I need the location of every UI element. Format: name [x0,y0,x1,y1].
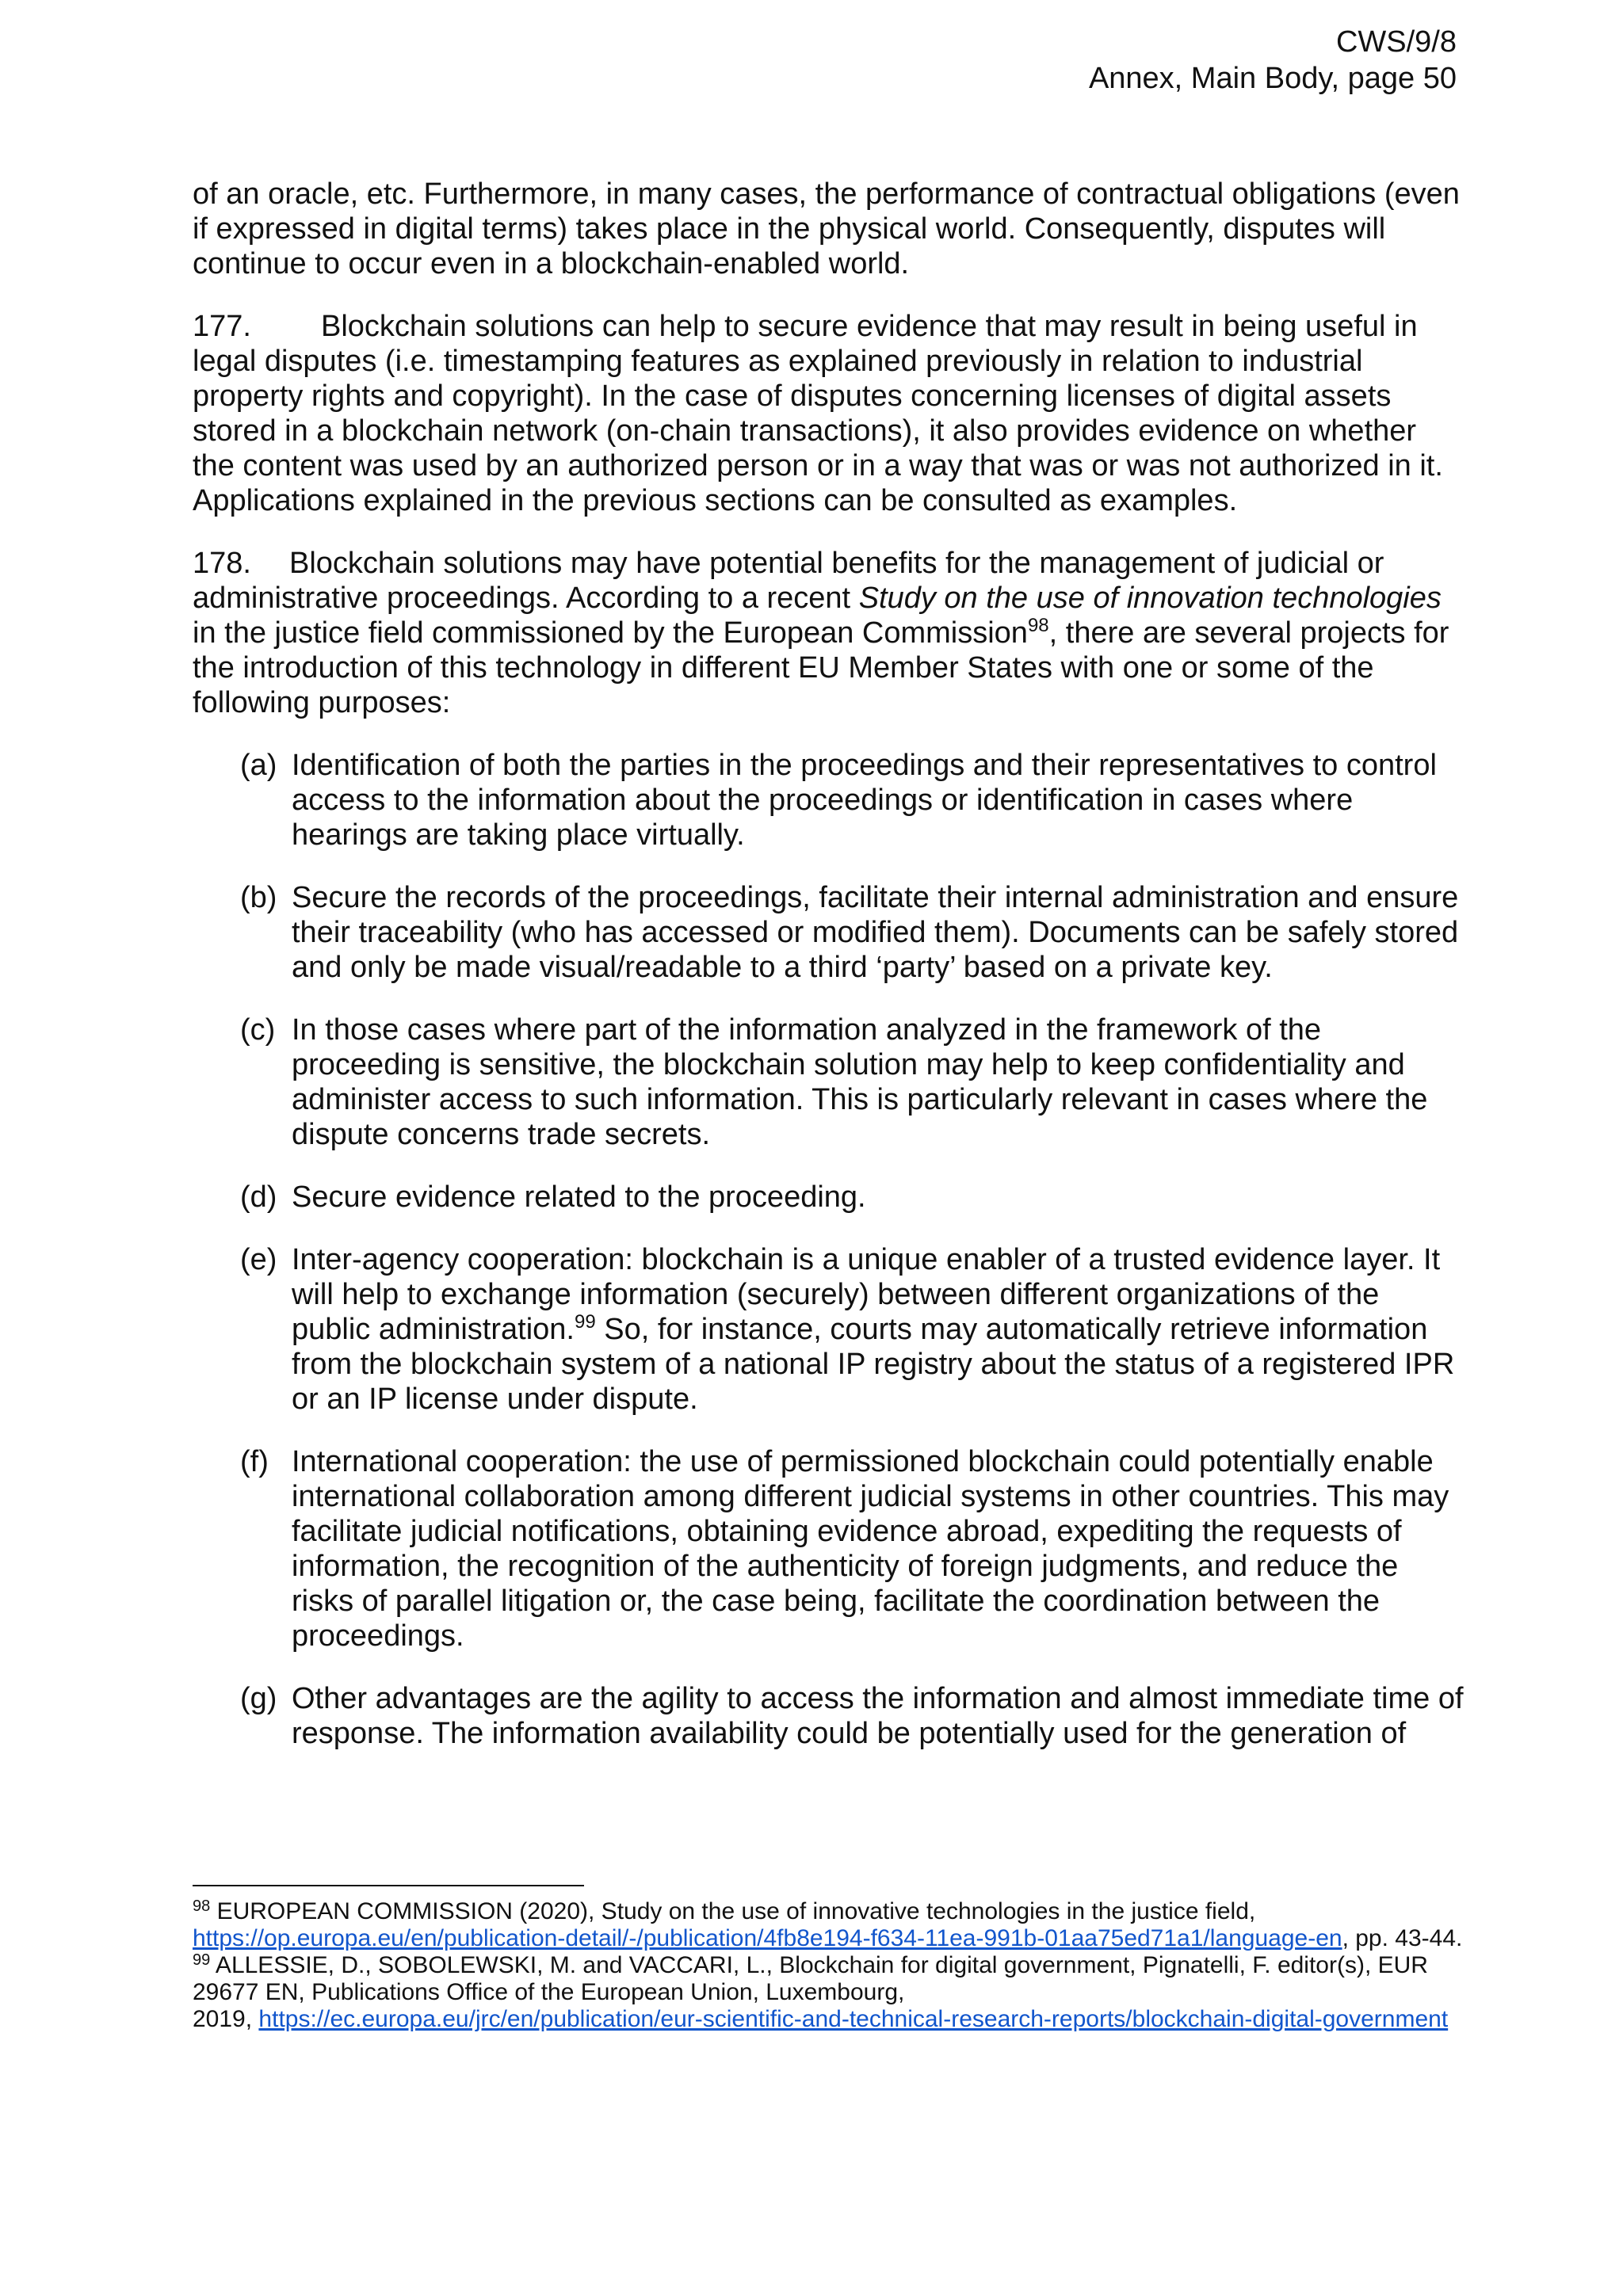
continuation-paragraph: of an oracle, etc. Furthermore, in many cases, the performance of contractual obligations (even if expressed in digital terms) takes place in the physical world. Consequently, disputes will continue to occur even in a blockchain-enabled world. [193,177,1460,280]
list-marker: (b) [240,881,277,914]
list-item-c [193,1013,1465,1152]
list-item-text: Identification of both the parties in the proceedings and their representatives to control access to the information about the proceedings or identification in cases where hearings are taking place virtually. [292,749,1437,852]
list-item-g [193,1681,1465,1751]
list-marker: (e) [240,1243,277,1276]
list-item-text: So, for instance, courts may automatically retrieve information from the blockchain system of a national IP registry about the status of a registered IPR or an IP license under dispute. [292,1313,1455,1416]
list-item-e [193,1242,1465,1417]
footnote-98-link[interactable]: https://op.europa.eu/en/publication-detail/-/publication/4fb8e194-f634-11ea-991b-01aa75ed71a1/language-en [193,1925,1342,1951]
footnote-number: 99 [193,1951,211,1969]
list-item-b [193,880,1465,985]
list-marker: (g) [240,1682,277,1715]
footnote-text: ALLESSIE, D., SOBOLEWSKI, M. and VACCARI, L., Blockchain for digital government, Pignatelli, F. editor(s), EUR 29677 EN, Publications Office of the European Union, Luxembourg, [193,1952,1428,2005]
paragraph-text: Blockchain solutions can help to secure evidence that may result in being useful in legal disputes (i.e. timestamping features as explained previously in relation to industrial property rights and copyright). In the case of disputes concerning licenses of digital assets stored in a blockchain network (on-chain transactions), it also provides evidence on whether the content was used by an authorized person or in a way that was or was not authorized in it. Applications explained in the previous sections can be consulted as examples. [193,310,1443,517]
list-item-text: Inter-agency cooperation: blockchain is a unique enabler of a trusted evidence layer. It will help to exchange information (securely) between different organizations of the public administration. [292,1243,1441,1346]
list-item-text: Secure evidence related to the proceeding. [292,1180,866,1214]
list-marker: (f) [240,1445,269,1478]
list-marker: (d) [240,1180,277,1214]
paragraph-177 [193,309,1465,518]
paragraph-text: Blockchain solutions may have potential benefits for the management of judicial or administrative proceedings. According to a recent [193,547,1384,615]
purposes-list [193,748,1465,1751]
footnote-text: , pp. 43-44. [1342,1925,1463,1951]
list-item-a [193,748,1465,852]
list-marker: (c) [240,1013,276,1047]
footnote-ref-99[interactable]: 99 [574,1311,596,1333]
paragraph-178 [193,546,1465,720]
study-title: Study on the use of innovation technologies [858,582,1442,615]
paragraph-text: , there are several projects for the introduction of this technology in different EU Member States with one or some of the following purposes: [193,616,1449,719]
list-item-text: In those cases where part of the information analyzed in the framework of the proceeding is sensitive, the blockchain solution may help to keep confidentiality and administer access to such information. This is particularly relevant in cases where the dispute concerns trade secrets. [292,1013,1428,1151]
list-item-text: Other advantages are the agility to access the information and almost immediate time of response. The information availability could be potentially used for the generation of [292,1682,1464,1750]
page-header [1089,24,1457,97]
page-reference: Annex, Main Body, page 50 [1088,62,1457,95]
list-item-f [193,1444,1465,1653]
footnote-separator [193,1885,584,1886]
main-body [193,177,1465,1779]
footnote-99 [193,1952,1476,2033]
paragraph-text: in the justice field commissioned by the European Commission [193,616,1028,650]
paragraph-number: 177. [193,310,251,343]
list-item-d [193,1180,1465,1215]
list-marker: (a) [240,749,277,782]
footnote-98 [193,1898,1476,1952]
footnote-text: EUROPEAN COMMISSION (2020), Study on the use of innovative technologies in the justice field, [210,1898,1256,1924]
list-item-text: International cooperation: the use of permissioned blockchain could potentially enable international collaboration among different judicial systems in other countries. This may facilitate judicial notifications, obtaining evidence abroad, expediting the requests of information, the recognition of the authenticity of foreign judgments, and reduce the risks of parallel litigation or, the case being, facilitate the coordination between the proceedings. [292,1445,1449,1653]
paragraph-number: 178. [193,547,251,580]
document-id: CWS/9/8 [1335,25,1457,59]
list-item-text: Secure the records of the proceedings, facilitate their internal administration and ensure their traceability (who has accessed or modified them). Documents can be safely stored and only be made visual/readable to a third ‘party’ based on a private key. [292,881,1459,984]
footnote-year: 2019, [193,2006,259,2032]
footnote-99-link[interactable]: https://ec.europa.eu/jrc/en/publication/eur-scientific-and-technical-research-reports/blockchain-digital-government [258,2006,1449,2032]
footnote-ref-98[interactable]: 98 [1027,615,1049,636]
footnotes [193,1898,1476,2033]
footnote-number: 98 [193,1897,211,1915]
